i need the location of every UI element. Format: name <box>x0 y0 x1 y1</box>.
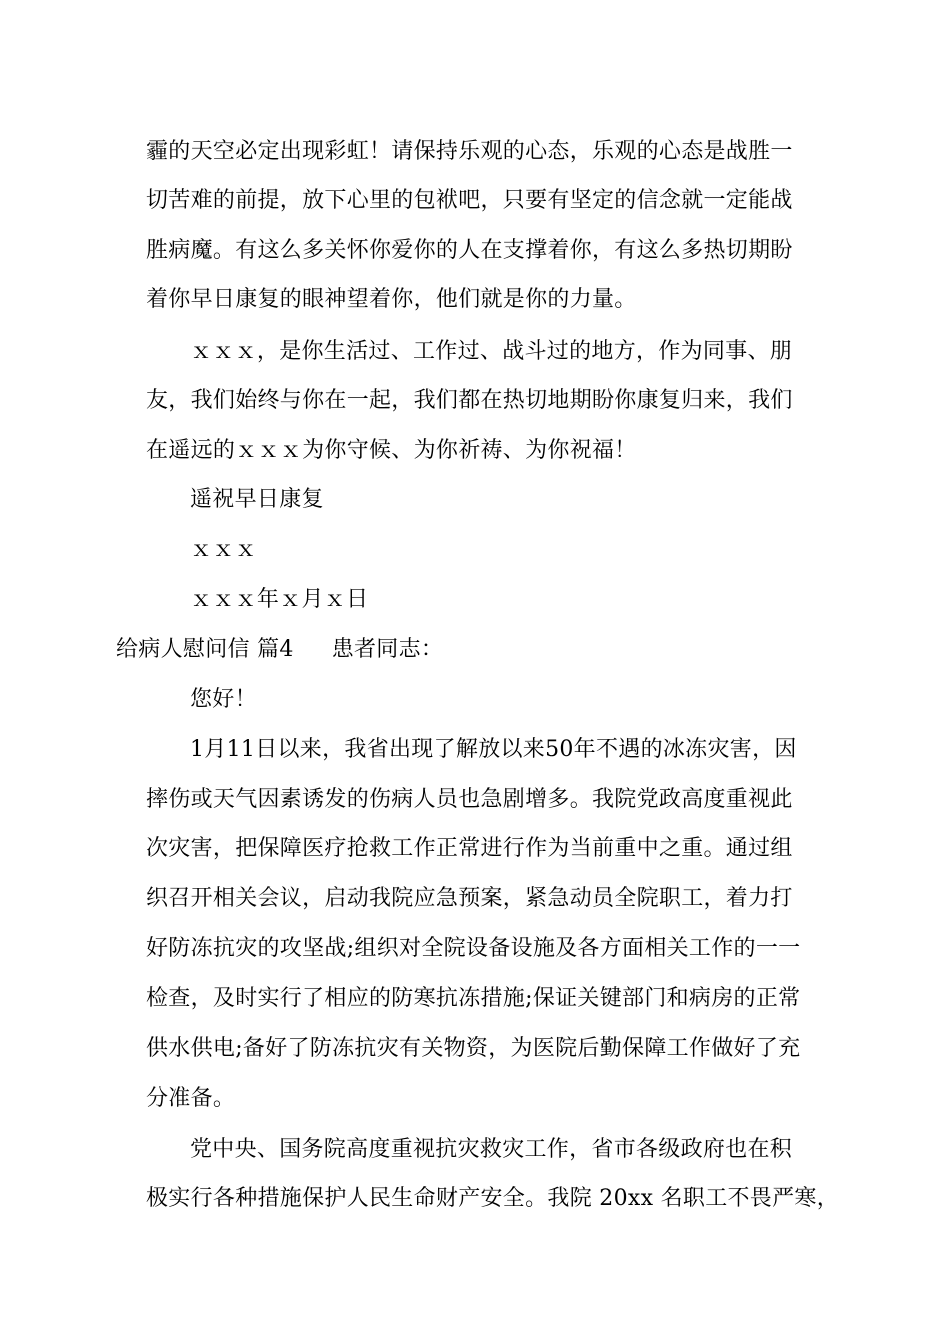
paragraph-line: 摔伤或天气因素诱发的伤病人员也急剧增多。我院党政高度重视此 <box>146 787 793 812</box>
closing-line: 遥祝早日康复 <box>190 487 324 512</box>
paragraph-line: 检查，及时实行了相应的防寒抗冻措施;保证关键部门和病房的正常 <box>146 986 801 1011</box>
date-line: ｘｘｘ年ｘ月ｘ日 <box>190 587 369 612</box>
paragraph-line: 霾的天空必定出现彩虹！请保持乐观的心态，乐观的心态是战胜一 <box>146 139 793 164</box>
paragraph-line: 着你早日康复的眼神望着你，他们就是你的力量。 <box>146 287 637 312</box>
paragraph-line: 切苦难的前提，放下心里的包袱吧，只要有坚定的信念就一定能战 <box>146 188 793 213</box>
paragraph-line: 胜病魔。有这么多关怀你爱你的人在支撑着你，有这么多热切期盼 <box>146 238 793 263</box>
paragraph-line: 次灾害，把保障医疗抢救工作正常进行作为当前重中之重。通过组 <box>146 836 793 861</box>
paragraph-line: 1月11日以来，我省出现了解放以来50年不遇的冰冻灾害，因 <box>190 737 797 762</box>
paragraph-line: 织召开相关会议，启动我院应急预案，紧急动员全院职工，着力打 <box>146 886 793 911</box>
paragraph-line: ｘｘｘ，是你生活过、工作过、战斗过的地方，作为同事、朋 <box>190 339 793 364</box>
signature-line: ｘｘｘ <box>190 537 257 562</box>
paragraph-line: 好防冻抗灾的攻坚战;组织对全院设备设施及各方面相关工作的一一 <box>146 936 801 961</box>
paragraph-line: 供水供电;备好了防冻抗灾有关物资，为医院后勤保障工作做好了充 <box>146 1036 801 1061</box>
paragraph-line: 分准备。 <box>146 1086 236 1111</box>
paragraph-line: 极实行各种措施保护人民生命财产安全。我院 20xx 名职工不畏严寒， <box>146 1186 839 1211</box>
greeting-line: 您好！ <box>190 687 257 712</box>
section-title: 给病人慰问信 篇4 <box>116 637 294 662</box>
paragraph-line: 党中央、国务院高度重视抗灾救灾工作，省市各级政府也在积 <box>190 1137 793 1162</box>
salutation: 患者同志： <box>331 637 444 662</box>
paragraph-line: 在遥远的ｘｘｘ为你守候、为你祈祷、为你祝福！ <box>146 438 637 463</box>
paragraph-line: 友，我们始终与你在一起，我们都在热切地期盼你康复归来，我们 <box>146 388 793 413</box>
section-heading <box>116 635 443 665</box>
